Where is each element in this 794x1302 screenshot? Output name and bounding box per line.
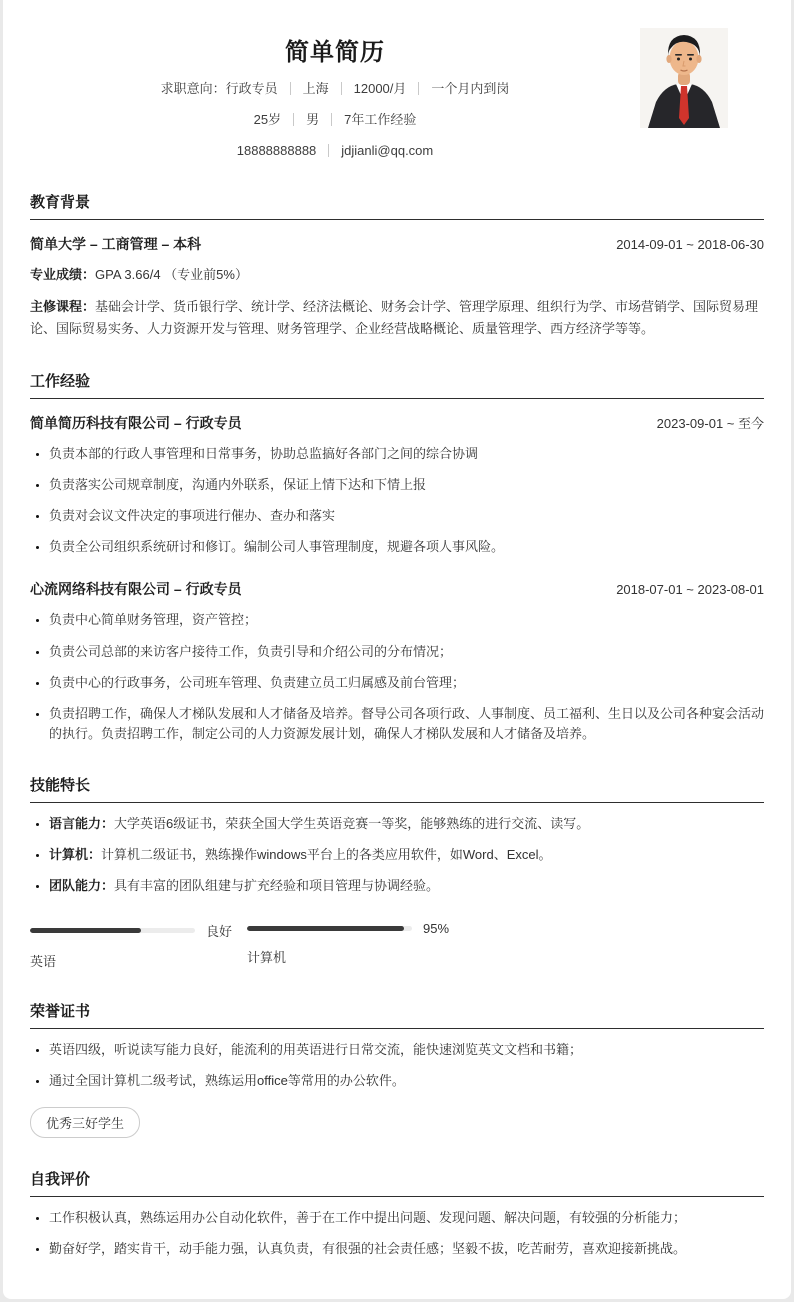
page-title: 简单简历 [285, 39, 385, 66]
skill-bar-computer [247, 921, 464, 970]
company-position: 简单简历科技有限公司 – 行政专员 [30, 414, 242, 431]
education-dates: 2014-09-01 ~ 2018-06-30 [616, 236, 764, 252]
bullet-item [49, 845, 764, 865]
heading-rule [30, 219, 764, 220]
divider [418, 82, 419, 95]
skill-bar-name: 计算机 [247, 949, 287, 965]
heading-rule [30, 1028, 764, 1029]
divider [328, 144, 329, 157]
resume-header [30, 24, 764, 161]
progress-fill [30, 928, 141, 933]
section-self-evaluation [30, 1168, 764, 1259]
bullet-item [49, 814, 764, 834]
bullet-item: • 负责公司总部的来访客户接待工作，负责引导和介绍公司的分布情况； [49, 642, 764, 662]
expected-salary: 12000/月 [353, 81, 407, 96]
section-heading-education: 教育背景 [30, 193, 91, 211]
skill-text: 计算机二级证书，熟练操作windows平台上的各类应用软件，如Word、Excel。 [101, 847, 552, 863]
portrait-photo-illustration [640, 28, 728, 128]
gpa-line [30, 264, 764, 286]
job-dates: 2023-09-01 ~ 至今 [656, 415, 764, 431]
bar-row [247, 921, 464, 936]
gpa-label: 专业成绩： [30, 266, 96, 282]
skill-bar-name: 英语 [30, 953, 57, 969]
availability: 一个月内到岗 [431, 81, 510, 96]
gpa-value: GPA 3.66/4 （专业前5%） [95, 266, 248, 282]
job-duties-list [30, 444, 764, 558]
gender: 男 [306, 112, 320, 128]
section-honors [30, 1000, 764, 1138]
years-experience: 7年工作经验 [344, 112, 417, 128]
personal-info-line [30, 111, 640, 129]
skill-text: 大学英语6级证书，荣获全国大学生英语竞赛一等奖，能够熟练的进行交流、读写。 [114, 816, 590, 832]
job-intent: 求职意向：行政专员 [160, 81, 278, 96]
city: 上海 [302, 81, 329, 96]
section-work-experience [30, 370, 764, 744]
resume-page [3, 0, 791, 1299]
progress-fill [247, 926, 404, 931]
job-duties-list [30, 610, 764, 744]
progress-track [30, 928, 195, 933]
bullet-item: • 勤奋好学，踏实肯干，动手能力强，认真负责，有很强的社会责任感；坚毅不拔，吃苦耐劳，喜欢迎接新挑战。 [49, 1239, 764, 1259]
bullet-item: • 负责全公司组织系统研讨和修订。编制公司人事管理制度，规避各项人事风险。 [49, 537, 764, 557]
bullet-item: • 英语四级，听说读写能力良好，能流利的用英语进行日常交流，能快速浏览英文文档和书籍； [49, 1040, 764, 1060]
skill-bars [30, 921, 764, 970]
email-address: jdjianli@qq.com [341, 143, 434, 159]
job-entry-head [30, 413, 764, 433]
skill-bar-english [30, 921, 247, 970]
avatar [640, 28, 728, 128]
bullet-item: • 负责本部的行政人事管理和日常事务，协助总监搞好各部门之间的综合协调 [49, 444, 764, 464]
heading-rule [30, 398, 764, 399]
phone-number: 18888888888 [236, 143, 317, 159]
age: 25岁 [253, 112, 282, 128]
education-entry-head [30, 234, 764, 254]
heading-rule [30, 1196, 764, 1197]
header-text-block [30, 24, 640, 161]
heading-rule [30, 802, 764, 803]
skill-text: 具有丰富的团队组建与扩充经验和项目管理与协调经验。 [114, 878, 440, 894]
section-education [30, 191, 764, 340]
contact-line [30, 142, 640, 160]
honors-list [30, 1040, 764, 1091]
divider [341, 82, 342, 95]
divider [331, 113, 332, 126]
skills-list [30, 814, 764, 896]
job-entry-head [30, 579, 764, 599]
honor-tag: 优秀三好学生 [30, 1107, 140, 1138]
section-heading-work: 工作经验 [30, 372, 91, 390]
job-dates: 2018-07-01 ~ 2023-08-01 [616, 582, 764, 598]
bullet-item: • 负责中心的行政事务，公司班车管理、负责建立员工归属感及前台管理； [49, 673, 764, 693]
divider [293, 113, 294, 126]
company-position: 心流网络科技有限公司 – 行政专员 [30, 581, 242, 598]
courses-label: 主修课程： [30, 298, 96, 314]
bullet-item [49, 876, 764, 896]
section-heading-honors: 荣誉证书 [30, 1002, 91, 1020]
courses-line [30, 296, 764, 340]
bullet-item: • 工作积极认真，熟练运用办公自动化软件，善于在工作中提出问题、发现问题、解决问题，有较强的分析能力； [49, 1208, 764, 1228]
bullet-item: • 负责中心简单财务管理，资产管控； [49, 610, 764, 630]
school-degree: 简单大学 – 工商管理 – 本科 [30, 235, 202, 252]
progress-track [247, 926, 412, 931]
section-heading-self-evaluation: 自我评价 [30, 1170, 91, 1188]
bullet-item: • 负责落实公司规章制度，沟通内外联系，保证上情下达和下情上报 [49, 475, 764, 495]
courses-value: 基础会计学、货币银行学、统计学、经济法概论、财务会计学、管理学原理、组织行为学、市场营销学、国际贸易理论、国际贸易实务、人力资源开发与管理、财务管理学、企业经营战略概论、质量管理学、西方经济学等等。 [30, 298, 759, 336]
bullet-item: • 负责招聘工作，确保人才梯队发展和人才储备及培养。督导公司各项行政、人事制度、员工福利、生日以及公司各种宴会活动的执行。负责招聘工作，制定公司的人力资源发展计划，确保人才梯队发展和人才储备及培养。 [49, 704, 764, 744]
job-intent-line [30, 80, 640, 98]
section-skills [30, 774, 764, 969]
bullet-item: • 通过全国计算机二级考试，熟练运用office等常用的办公软件。 [49, 1071, 764, 1091]
bullet-item: • 负责对会议文件决定的事项进行催办、查办和落实 [49, 506, 764, 526]
section-heading-skills: 技能特长 [30, 777, 91, 795]
self-evaluation-list [30, 1208, 764, 1259]
skill-label: 团队能力： [49, 878, 115, 894]
bar-row [30, 921, 247, 940]
skill-label: 计算机： [49, 847, 102, 863]
skill-label: 语言能力： [49, 816, 115, 832]
progress-level-label: 95% [423, 920, 450, 936]
progress-level-label: 良好 [206, 923, 233, 939]
divider [290, 82, 291, 95]
